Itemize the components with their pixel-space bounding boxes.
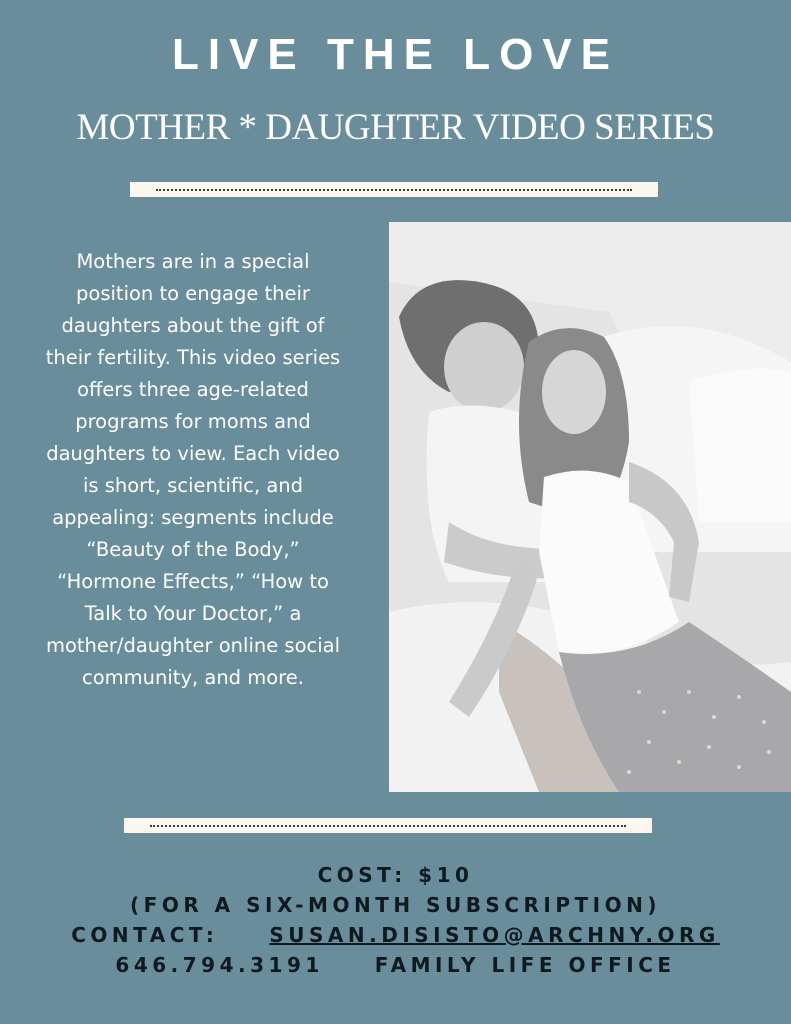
subscription-line: (FOR A SIX-MONTH SUBSCRIPTION) xyxy=(130,893,661,917)
office-name: FAMILY LIFE OFFICE xyxy=(374,953,676,977)
bottom-divider xyxy=(124,818,652,833)
mother-daughter-photo xyxy=(389,222,791,792)
contact-line xyxy=(0,920,791,950)
top-divider xyxy=(130,182,658,197)
page-subtitle: MOTHER * DAUGHTER VIDEO SERIES xyxy=(76,107,715,148)
cost-line: COST: $10 xyxy=(317,863,474,887)
footer-info xyxy=(0,860,791,980)
contact-label: CONTACT: xyxy=(71,923,219,947)
page-title: LIVE THE LOVE xyxy=(171,30,620,79)
contact-email-link[interactable]: SUSAN.DISISTO@ARCHNY.ORG xyxy=(269,923,720,947)
description-text: Mothers are in a special position to engage their daughters about the gift of their fertility. This video series offers three age-related programs for moms and daughters to view. Each video is short, scientific, and appealing: segments include “Beauty of the Body,” “Hormone Effects,” “How to Talk to Your Doctor,” a mother/daughter online social community, and more. xyxy=(45,250,341,689)
phone-line xyxy=(0,950,791,980)
phone-number: 646.794.3191 xyxy=(115,953,324,977)
